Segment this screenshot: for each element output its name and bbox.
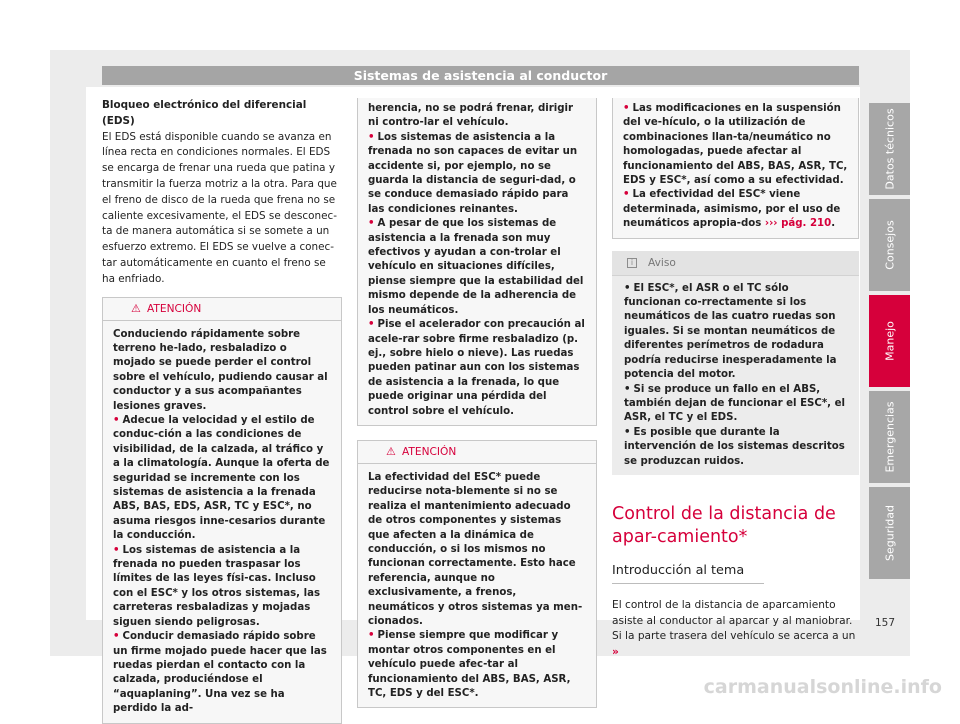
bullet-icon: • <box>368 630 375 642</box>
warning-box-continued <box>612 98 859 239</box>
warning-item: • Las modificaciones en la suspensión del ve-hículo, o la utilización de combinaciones llan-ta/neumático no homologadas, puede afectar al funcionamiento del ABS, BAS, ASR, TC, EDS y ESC*, así como a su efectividad. <box>623 103 848 187</box>
section-paragraph: El EDS está disponible cuando se avanza en línea recta en condiciones normales. El EDS se encarga de frenar una rueda que patina y transmitir la fuerza motriz a la otra. Para que el freno de disco de la rueda que frena no se caliente excesivamente, el EDS se desconec-ta de manera automática si se somete a un esfuerzo extremo. El EDS se vuelve a conec-tar automáticamente en cuanto el freno se ha enfriado. <box>102 130 337 285</box>
warning-item: • Adecue la velocidad y el estilo de conduc-ción a las condiciones de visibilidad, de la calzada, al tráfico y a la climatología. Aunque la oferta de seguridad se incremente con los sistemas de asistencia a la frenada ABS, BAS, EDS, ASR, TC y ESC*, no asuma riesgos inne-cesarios durante la conducción. <box>113 415 330 542</box>
warning-item: • Los sistemas de asistencia a la frenada no son capaces de evitar un accidente si, por ejemplo, no se guarda la distancia de seguri-dad, o se conduce demasiado rápido para las condiciones reinantes. <box>368 131 578 215</box>
tab-manejo[interactable]: Manejo <box>869 295 910 387</box>
bullet-icon: • <box>624 282 631 294</box>
page-ref-link[interactable]: pág. 210 <box>781 218 832 230</box>
tab-consejos[interactable]: Consejos <box>869 199 910 291</box>
column-2 <box>357 98 597 708</box>
section-heading: Bloqueo electrónico del diferencial (EDS) <box>102 99 307 127</box>
note-title: Aviso <box>648 256 676 269</box>
bullet-icon: • <box>368 131 375 143</box>
note-box <box>612 251 859 475</box>
bullet-icon: • <box>624 383 631 395</box>
bullet-icon: • <box>368 218 375 230</box>
warning-body <box>103 321 341 723</box>
note-item: • Es posible que durante la intervención de los sistemas descritos se produzcan ruidos. <box>624 426 845 467</box>
note-item: • El ESC*, el ASR o el TC sólo funcionan co-rrectamente si los neumáticos de las cuatro ruedas son iguales. Si se montan neumáticos de diferentes perímetros de rodadura podría reducirse inesperadamente la potencia del motor. <box>624 282 837 381</box>
warning-box <box>102 297 342 724</box>
tab-emergencias[interactable]: Emergencias <box>869 391 910 483</box>
note-item: • Si se produce un fallo en el ABS, también dejan de funcionar el ESC*, el ASR, el TC y el EDS. <box>624 383 846 424</box>
bullet-icon: • <box>623 103 630 114</box>
continue-arrow-icon: » <box>612 646 619 659</box>
warning-box <box>357 440 597 709</box>
column-1 <box>102 98 342 724</box>
warning-intro: Conduciendo rápidamente sobre terreno he-lado, resbaladizo o mojado se puede perder el control sobre el vehículo, pudiendo causar al conductor y a sus acompañantes lesiones graves. <box>113 328 328 412</box>
warning-intro: La efectividad del ESC* puede reducirse nota-blemente si no se realiza el mantenimiento adecuado de otros componentes y sistemas que afecten a la dinámica de conducción, o si los mismos no funcionan correctamente. Esto hace referencia, aunque no exclusivamente, a frenos, neumáticos y otros sistemas ya men-cionados. <box>368 471 583 627</box>
bullet-icon: • <box>113 544 120 556</box>
warning-item: • La efectividad del ESC* viene determinada, asimismo, por el uso de neumáticos apropia-dos ››› pág. 210. <box>623 189 841 230</box>
warning-title: ATENCIÓN <box>402 445 457 458</box>
column-3 <box>612 98 859 661</box>
intro-paragraph: El control de la distancia de aparcamiento asiste al conductor al aparcar y al maniobrar. Si la parte trasera del vehículo se acerca a un » <box>612 598 856 659</box>
warning-item: • A pesar de que los sistemas de asistencia a la frenada son muy efectivos y ayudan a con-trolar el vehículo en situaciones difíciles, piense siempre que la estabilidad del mismo depende de la adherencia de los neumáticos. <box>368 218 584 316</box>
bullet-icon: • <box>113 631 120 643</box>
bullet-icon: • <box>368 319 375 331</box>
page-header: Sistemas de asistencia al conductor <box>102 66 859 85</box>
chapter-title: Control de la distancia de apar-camiento* <box>612 503 836 547</box>
tab-datos-tecnicos[interactable]: Datos técnicos <box>869 103 910 195</box>
warning-item: • Los sistemas de asistencia a la frenada no pueden traspasar los límites de las leyes físi-cas. Incluso con el ESC* y los otros sistemas, las carreteras resbaladizas y mojadas siguen siendo peligrosas. <box>113 544 321 628</box>
tab-seguridad[interactable]: Seguridad <box>869 487 910 579</box>
warning-title: ATENCIÓN <box>147 302 202 315</box>
info-icon: i <box>627 258 637 268</box>
bullet-icon: • <box>624 426 631 438</box>
bullet-icon: • <box>113 415 120 426</box>
warning-body <box>613 98 858 238</box>
warning-item: • Pise el acelerador con precaución al acele-rar sobre firme resbaladizo (p. ej., sobre hielo o nieve). Las ruedas pueden patinar aun con los sistemas de asistencia a la frenada, lo que puede originar una pérdida del control sobre el vehículo. <box>368 319 585 417</box>
warning-body <box>358 464 596 708</box>
subsection-divider <box>612 583 764 584</box>
warning-item: • Conducir demasiado rápido sobre un firme mojado puede hacer que las ruedas pierdan el contacto con la calzada, produciéndose el “aquaplaning”. Una vez se ha perdido la ad- <box>113 631 327 715</box>
warning-icon: ⚠ <box>131 301 141 315</box>
warning-item: • Piense siempre que modificar y montar otros componentes en el vehículo puede afec-tar al funcionamiento del ABS, BAS, ASR, TC, EDS y del ESC*. <box>368 630 571 700</box>
page-ref-arrow[interactable]: ››› <box>764 218 778 230</box>
warning-header <box>358 441 596 464</box>
warning-header <box>103 298 341 321</box>
page-number: 157 <box>875 617 896 629</box>
warning-continuation: herencia, no se podrá frenar, dirigir ni contro-lar el vehículo. <box>368 103 574 129</box>
watermark: carmanualsonline.info <box>703 676 942 698</box>
bullet-icon: • <box>623 189 630 201</box>
subsection-title: Introducción al tema <box>612 562 745 578</box>
note-header <box>612 251 859 276</box>
warning-body <box>358 98 596 425</box>
note-body <box>612 276 859 475</box>
warning-box-continued <box>357 98 597 426</box>
warning-icon: ⚠ <box>386 444 396 458</box>
